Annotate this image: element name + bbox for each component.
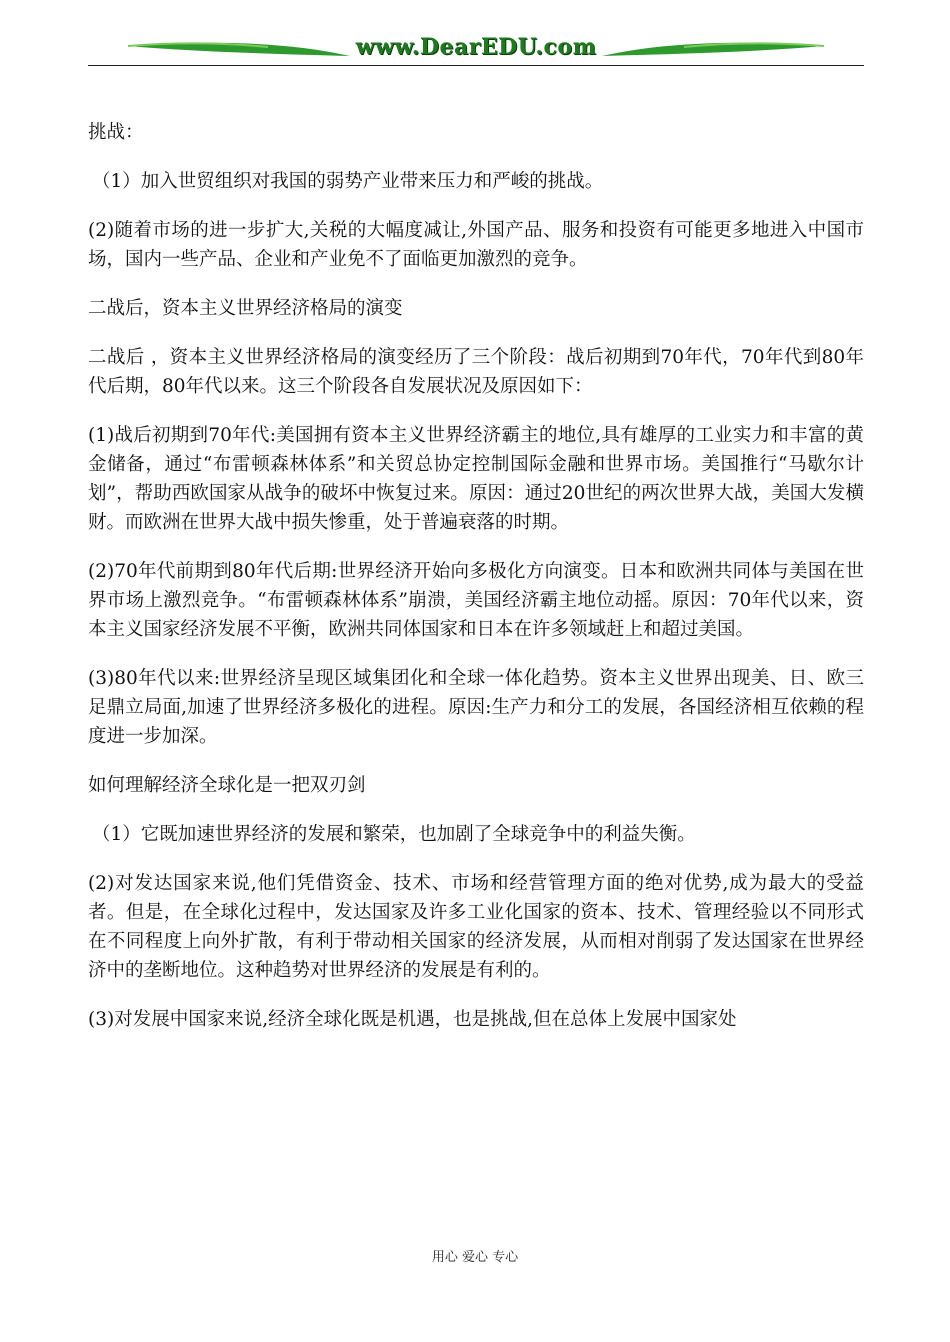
- paragraph-challenge-heading: 挑战：: [88, 122, 144, 143]
- paragraph: 二战后 ，资本主义世界经济格局的演变经历了三个阶段：战后初期到70年代，70年代到80年代后期，80年代以来。这三个阶段各自发展状况及原因如下：: [88, 347, 864, 397]
- paragraph: （1）加入世贸组织对我国的弱势产业带来压力和严峻的挑战。: [92, 171, 604, 192]
- paragraph: (2)对发达国家来说,他们凭借资金、技术、市场和经营管理方面的绝对优势,成为最大的受益者。但是，在全球化过程中，发达国家及许多工业化国家的资本、技术、管理经验以不同形式在不同程度上向外扩散，有利于带动相关国家的经济发展，从而相对削弱了发达国家在世界经济中的垄断地位。这种趋势对世界经济的发展是有利的。: [88, 873, 864, 981]
- site-name: www.DearEDU.com: [355, 34, 597, 60]
- paragraph: (2)70年代前期到80年代后期:世界经济开始向多极化方向演变。日本和欧洲共同体与美国在世界市场上激烈竞争。“布雷顿森林体系”崩溃，美国经济霸主地位动摇。原因：70年代以来，资本主义国家经济发展不平衡，欧洲共同体国家和日本在许多领域赶上和超过美国。: [88, 561, 864, 640]
- page-footer: 用心 爱心 专心: [431, 1250, 519, 1265]
- paragraph: (1)战后初期到70年代:美国拥有资本主义世界经济霸主的地位,具有雄厚的工业实力和丰富的黄金储备，通过“布雷顿森林体系”和关贸总协定控制国际金融和世界市场。美国推行“马歇尔计划”，帮助西欧国家从战争的破坏中恢复过来。原因：通过20世纪的两次世界大战，美国大发横财。而欧洲在世界大战中损失惨重，处于普遍衰落的时期。: [88, 425, 864, 533]
- paragraph: (3)80年代以来:世界经济呈现区域集团化和全球一体化趋势。资本主义世界出现美、日、欧三足鼎立局面,加速了世界经济多极化的进程。原因:生产力和分工的发展，各国经济相互依赖的程度进一步加深。: [88, 668, 864, 747]
- paragraph-section-heading: 二战后，资本主义世界经济格局的演变: [88, 298, 403, 319]
- header-divider: [88, 65, 864, 66]
- paragraph: (2)随着市场的进一步扩大,关税的大幅度减让,外国产品、服务和投资有可能更多地进入中国市场，国内一些产品、企业和产业免不了面临更加激烈的竞争。: [88, 220, 864, 270]
- page-header: [88, 30, 864, 70]
- paragraph-section-heading: 如何理解经济全球化是一把双刃剑: [88, 775, 366, 796]
- paragraph: (3)对发展中国家来说,经济全球化既是机遇，也是挑战,但在总体上发展中国家处: [88, 1009, 737, 1030]
- paragraph: （1）它既加速世界经济的发展和繁荣，也加剧了全球竞争中的利益失衡。: [92, 824, 696, 845]
- document-body: [88, 118, 864, 1054]
